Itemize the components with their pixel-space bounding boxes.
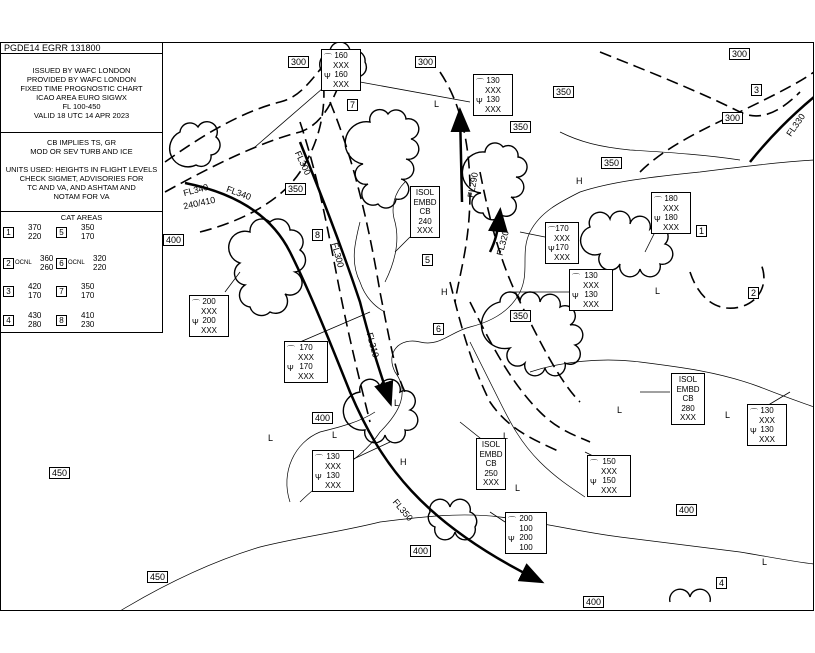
icing-icon: Ψ (750, 427, 757, 436)
turbulence-icon: ⌒ (654, 196, 662, 205)
cat-area-entry (56, 254, 116, 274)
note-line: TC AND VA, AND ASHTAM AND (27, 183, 136, 192)
pressure-centre: L (503, 431, 509, 441)
jet-label: FL310 (364, 331, 381, 359)
icing-icon: Ψ (287, 364, 294, 373)
turb-icing-box: ⌒ Ψ 150 XXX 150 XXX (587, 455, 631, 497)
cat-area-base: 220 (28, 232, 42, 241)
turbulence-icon: ⌒ (315, 454, 323, 463)
cat-area-base: 170 (81, 291, 95, 300)
map-cat-number: 2 (748, 287, 759, 299)
turb-icing-box: ⌒ Ψ 170 XXX 170 XXX (545, 222, 579, 264)
tropopause-level: 400 (676, 504, 697, 516)
issue-line: PROVIDED BY WAFC LONDON (26, 75, 137, 84)
jet-label: FL300 (329, 241, 346, 269)
map-cat-number: 4 (716, 577, 727, 589)
cat-area-base: 280 (28, 320, 42, 329)
turbulence-icon: ⌒ (192, 299, 200, 308)
jet-depth-label: 240/410 (182, 194, 217, 212)
cat-area-number: 5 (56, 227, 67, 238)
icing-icon: Ψ (548, 245, 555, 254)
pressure-centre: H (576, 176, 583, 186)
pressure-centre: L (617, 405, 623, 415)
legend-divider (1, 132, 162, 133)
map-cat-number: 3 (751, 84, 762, 96)
cat-area-ocnl: OCNL (68, 260, 85, 266)
cat-area-top: 370 (28, 223, 42, 232)
cat-area-entry (3, 223, 63, 243)
legend-divider (1, 211, 162, 212)
cat-area-top: 420 (28, 282, 42, 291)
cat-area-top: 430 (28, 311, 42, 320)
cat-area-top: 410 (81, 311, 95, 320)
cat-area-top: 350 (81, 223, 95, 232)
leader-lines (225, 82, 790, 522)
turbulence-icon: ⌒ (590, 459, 598, 468)
turb-icing-box: ⌒ Ψ 130 XXX 130 XXX (473, 74, 513, 116)
cat-area-number: 3 (3, 286, 14, 297)
tropopause-level: 400 (410, 545, 431, 557)
jet-label: FL340 (225, 183, 253, 203)
cat-area-entry (56, 282, 116, 302)
notes-block (1, 138, 162, 201)
pressure-centre: L (655, 286, 661, 296)
issue-line: VALID 18 UTC 14 APR 2023 (33, 111, 130, 120)
turb-icing-box: ⌒ Ψ 130 XXX 130 XXX (569, 269, 613, 311)
turb-icing-box: ⌒ Ψ 160 XXX 160 XXX (321, 49, 361, 91)
pressure-centre: H (400, 457, 407, 467)
tropopause-level: 450 (49, 467, 70, 479)
cat-area-base: 260 (40, 263, 54, 272)
jet-label: FL300 (292, 149, 313, 177)
cat-area-top: 320 (93, 254, 107, 263)
turb-icing-box: ⌒ Ψ 130 XXX 130 XXX (312, 450, 354, 492)
cat-area-number: 1 (3, 227, 14, 238)
tropopause-level: 350 (285, 183, 306, 195)
turb-icing-box: ⌒ Ψ 180 XXX 180 XXX (651, 192, 691, 234)
turb-icing-box: ⌒ Ψ 170 XXX 170 XXX (284, 341, 328, 383)
cb-box: ISOL EMBD CB 280 XXX (671, 373, 705, 425)
jet-label: FL290 (465, 171, 480, 199)
turbulence-icon: ⌒ (548, 226, 556, 235)
cb-box: ISOL EMBD CB 250 XXX (476, 438, 506, 490)
tropopause-level: 350 (601, 157, 622, 169)
note-line: MOD OR SEV TURB AND ICE (30, 147, 133, 156)
cat-area-number: 7 (56, 286, 67, 297)
tropopause-level: 300 (415, 56, 436, 68)
tropopause-level: 350 (510, 121, 531, 133)
cat-area-entry (56, 223, 116, 243)
cat-area-number: 2 (3, 258, 14, 269)
jet-label: FL320 (494, 229, 511, 257)
turbulence-icon: ⌒ (476, 78, 484, 87)
map-cat-number: 1 (696, 225, 707, 237)
turbulence-icon: ⌒ (572, 273, 580, 282)
cat-area-number: 4 (3, 315, 14, 326)
cat-area-entry (3, 311, 63, 331)
note-spacer (1, 156, 162, 165)
cat-area-entry (3, 282, 63, 302)
turbulence-icon: ⌒ (750, 408, 758, 417)
map-cat-number: 6 (433, 323, 444, 335)
cat-area-entry (56, 311, 116, 331)
note-line: CB IMPLIES TS, GR (46, 138, 117, 147)
icing-icon: Ψ (590, 478, 597, 487)
cat-area-top: 360 (40, 254, 54, 263)
issue-line: FL 100-450 (62, 102, 101, 111)
tropopause-level: 400 (163, 234, 184, 246)
cb-box: ISOL EMBD CB 240 XXX (410, 186, 440, 238)
cat-area-base: 170 (28, 291, 42, 300)
issue-line: FIXED TIME PROGNOSTIC CHART (20, 84, 143, 93)
tropopause-level: 400 (312, 412, 333, 424)
pressure-centre: H (441, 287, 448, 297)
cat-area-base: 230 (81, 320, 95, 329)
cat-area-ocnl: OCNL (15, 260, 32, 266)
pressure-centre: L (332, 430, 338, 440)
icing-icon: Ψ (654, 215, 661, 224)
pressure-centre: L (762, 557, 768, 567)
pressure-centre: L (515, 483, 521, 493)
jet-label: FL340 (182, 181, 210, 199)
icing-icon: Ψ (508, 535, 515, 544)
turb-icing-box: ⌒ Ψ 200 100 200 100 (505, 512, 547, 554)
note-line: CHECK SIGMET, ADVISORIES FOR (19, 174, 144, 183)
icing-icon: Ψ (315, 473, 322, 482)
note-line: UNITS USED: HEIGHTS IN FLIGHT LEVELS (5, 165, 158, 174)
map-cat-number: 7 (347, 99, 358, 111)
pressure-centre: L (434, 99, 440, 109)
jet-label: FL330 (784, 111, 808, 139)
cat-title: CAT AREAS (60, 213, 103, 222)
icing-icon: Ψ (192, 318, 199, 327)
cat-area-number: 8 (56, 315, 67, 326)
icing-icon: Ψ (572, 292, 579, 301)
icing-icon: Ψ (324, 72, 331, 81)
note-line: NOTAM FOR VA (53, 192, 110, 201)
tropopause-level: 450 (147, 571, 168, 583)
tropopause-level: 300 (288, 56, 309, 68)
legend-panel (0, 53, 163, 333)
cat-area-number: 6 (56, 258, 67, 269)
turb-icing-box: ⌒ Ψ 200 XXX 200 XXX (189, 295, 229, 337)
issue-line: ICAO AREA EURO SIGWX (36, 93, 127, 102)
chart-id: PGDE14 EGRR 131800 (0, 42, 163, 54)
turb-icing-box: ⌒ Ψ 130 XXX 130 XXX (747, 404, 787, 446)
issue-line: ISSUED BY WAFC LONDON (32, 66, 131, 75)
tropopause-level: 350 (553, 86, 574, 98)
tropopause-level: 400 (583, 596, 604, 608)
cat-area-entry (3, 254, 63, 274)
map-cat-number: 5 (422, 254, 433, 266)
cat-area-top: 350 (81, 282, 95, 291)
tropopause-level: 300 (722, 112, 743, 124)
turbulence-icon: ⌒ (287, 345, 295, 354)
turbulence-icon: ⌒ (508, 516, 516, 525)
jet-label: FL350 (390, 497, 415, 523)
cat-area-base: 170 (81, 232, 95, 241)
tropopause-level: 300 (729, 48, 750, 60)
issue-block (1, 66, 162, 120)
pressure-centre: L (268, 433, 274, 443)
map-cat-number: 8 (312, 229, 323, 241)
turbulence-icon: ⌒ (324, 53, 332, 62)
icing-icon: Ψ (476, 97, 483, 106)
pressure-centre: L (394, 398, 400, 408)
cat-area-base: 220 (93, 263, 107, 272)
pressure-centre: L (725, 410, 731, 420)
tropopause-level: 350 (510, 310, 531, 322)
